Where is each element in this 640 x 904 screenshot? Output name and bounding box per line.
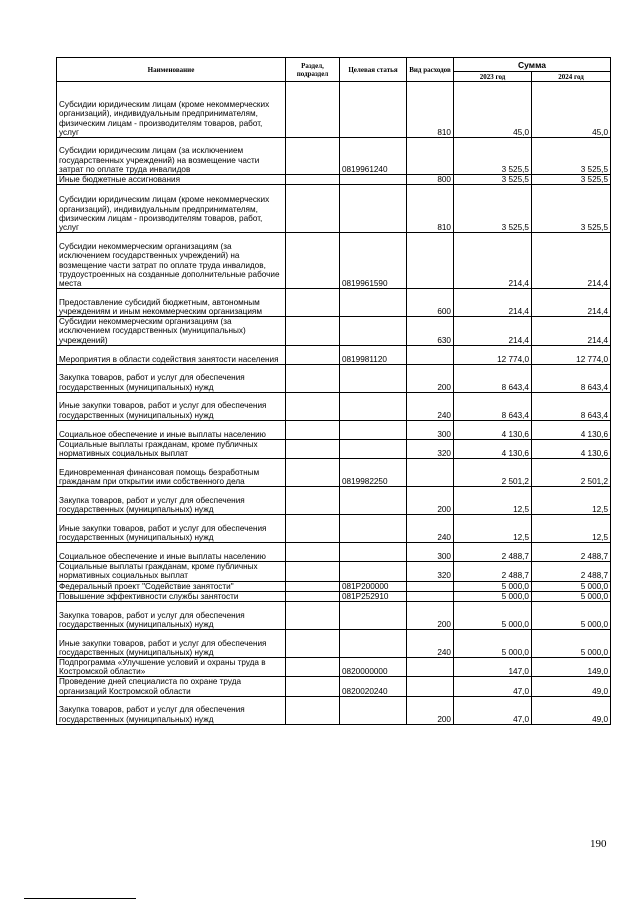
row-2024-cell: 4 130,6 [532, 420, 611, 439]
row-2024-cell: 3 525,5 [532, 185, 611, 233]
row-type-cell [407, 581, 454, 591]
row-2023-cell: 3 525,5 [454, 138, 532, 175]
row-target-cell [340, 175, 407, 185]
row-name-cell: Субсидии некоммерческим организациям (за исключением государственных (муниципальных) учреждений) [57, 317, 286, 346]
row-type-cell [407, 138, 454, 175]
row-2024-cell: 214,4 [532, 233, 611, 289]
row-type-cell: 800 [407, 175, 454, 185]
table-row [57, 459, 611, 487]
table-row [57, 543, 611, 562]
row-2023-cell: 5 000,0 [454, 630, 532, 658]
row-2023-cell: 214,4 [454, 289, 532, 317]
row-section-cell [286, 392, 340, 420]
row-type-cell: 810 [407, 82, 454, 138]
row-target-cell [340, 289, 407, 317]
header-2023: 2023 год [454, 72, 532, 82]
row-2023-cell: 4 130,6 [454, 420, 532, 439]
budget-table-container [56, 57, 610, 725]
row-section-cell [286, 630, 340, 658]
row-2023-cell: 147,0 [454, 658, 532, 677]
row-name-cell: Субсидии некоммерческим организациям (за исключением государственных учреждений) на возмещение части затрат по оплате труда инвалидов, трудоустроенных на созданные дополнительные рабочие места [57, 233, 286, 289]
table-row [57, 345, 611, 364]
row-name-cell: Подпрограмма «Улучшение условий и охраны труда в Костромской области» [57, 658, 286, 677]
row-2024-cell: 49,0 [532, 677, 611, 696]
row-name-cell: Иные закупки товаров, работ и услуг для обеспечения государственных (муниципальных) нужд [57, 392, 286, 420]
row-target-cell [340, 364, 407, 392]
header-target: Целевая статья [340, 58, 407, 82]
row-2024-cell: 214,4 [532, 289, 611, 317]
row-type-cell: 600 [407, 289, 454, 317]
table-row [57, 185, 611, 233]
row-2024-cell: 8 643,4 [532, 392, 611, 420]
row-type-cell: 200 [407, 696, 454, 724]
table-row [57, 562, 611, 581]
row-target-cell: 0819981120 [340, 345, 407, 364]
row-type-cell: 810 [407, 185, 454, 233]
row-2023-cell: 8 643,4 [454, 392, 532, 420]
row-type-cell: 630 [407, 317, 454, 346]
row-section-cell [286, 459, 340, 487]
row-name-cell: Федеральный проект "Содействие занятости" [57, 581, 286, 591]
row-2023-cell: 2 488,7 [454, 543, 532, 562]
budget-table [56, 57, 611, 725]
row-name-cell: Проведение дней специалиста по охране труда организаций Костромской области [57, 677, 286, 696]
row-2024-cell: 4 130,6 [532, 439, 611, 458]
row-section-cell [286, 233, 340, 289]
row-2023-cell: 2 501,2 [454, 459, 532, 487]
row-type-cell [407, 345, 454, 364]
row-section-cell [286, 591, 340, 601]
row-target-cell: 081P200000 [340, 581, 407, 591]
row-2023-cell: 4 130,6 [454, 439, 532, 458]
row-type-cell [407, 591, 454, 601]
table-row [57, 392, 611, 420]
row-2024-cell: 5 000,0 [532, 602, 611, 630]
row-type-cell: 300 [407, 420, 454, 439]
table-row [57, 317, 611, 346]
row-target-cell [340, 696, 407, 724]
row-2024-cell: 214,4 [532, 317, 611, 346]
row-target-cell [340, 602, 407, 630]
row-type-cell: 240 [407, 392, 454, 420]
row-2023-cell: 5 000,0 [454, 602, 532, 630]
row-2023-cell: 12,5 [454, 515, 532, 543]
row-target-cell: 0819982250 [340, 459, 407, 487]
row-section-cell [286, 487, 340, 515]
table-row [57, 677, 611, 696]
row-name-cell: Иные закупки товаров, работ и услуг для обеспечения государственных (муниципальных) нужд [57, 630, 286, 658]
row-2023-cell: 214,4 [454, 233, 532, 289]
row-target-cell [340, 82, 407, 138]
row-2023-cell: 45,0 [454, 82, 532, 138]
table-row [57, 658, 611, 677]
row-target-cell [340, 630, 407, 658]
row-2024-cell: 5 000,0 [532, 630, 611, 658]
row-target-cell [340, 562, 407, 581]
table-row [57, 487, 611, 515]
row-target-cell [340, 392, 407, 420]
row-section-cell [286, 138, 340, 175]
row-type-cell [407, 658, 454, 677]
row-type-cell: 200 [407, 364, 454, 392]
row-section-cell [286, 420, 340, 439]
row-target-cell [340, 487, 407, 515]
row-section-cell [286, 364, 340, 392]
header-sum: Сумма [454, 58, 611, 72]
row-2024-cell: 12,5 [532, 487, 611, 515]
row-section-cell [286, 543, 340, 562]
table-row [57, 602, 611, 630]
row-name-cell: Иные бюджетные ассигнования [57, 175, 286, 185]
row-target-cell [340, 317, 407, 346]
row-2023-cell: 214,4 [454, 317, 532, 346]
row-section-cell [286, 602, 340, 630]
row-type-cell: 240 [407, 630, 454, 658]
row-type-cell: 200 [407, 487, 454, 515]
row-type-cell [407, 233, 454, 289]
page-number: 190 [590, 838, 607, 850]
table-row [57, 138, 611, 175]
row-section-cell [286, 515, 340, 543]
row-section-cell [286, 185, 340, 233]
footer-rule [24, 898, 136, 899]
row-name-cell: Предоставление субсидий бюджетным, автономным учреждениям и иным некоммерческим организациям [57, 289, 286, 317]
row-section-cell [286, 677, 340, 696]
header-2024: 2024 год [532, 72, 611, 82]
row-target-cell [340, 543, 407, 562]
table-row [57, 420, 611, 439]
row-type-cell [407, 677, 454, 696]
table-row [57, 630, 611, 658]
row-target-cell: 0819961590 [340, 233, 407, 289]
header-expense-type: Вид расходов [407, 58, 454, 82]
row-target-cell [340, 185, 407, 233]
row-section-cell [286, 317, 340, 346]
row-section-cell [286, 82, 340, 138]
table-row [57, 175, 611, 185]
header-name: Наименование [57, 58, 286, 82]
row-2024-cell: 12 774,0 [532, 345, 611, 364]
row-name-cell: Единовременная финансовая помощь безработным гражданам при открытии ими собственного дела [57, 459, 286, 487]
table-body [57, 82, 611, 725]
row-section-cell [286, 289, 340, 317]
row-2023-cell: 47,0 [454, 696, 532, 724]
row-name-cell: Закупка товаров, работ и услуг для обеспечения государственных (муниципальных) нужд [57, 602, 286, 630]
row-name-cell: Социальное обеспечение и иные выплаты населению [57, 543, 286, 562]
row-2024-cell: 3 525,5 [532, 138, 611, 175]
row-name-cell: Социальные выплаты гражданам, кроме публичных нормативных социальных выплат [57, 439, 286, 458]
row-2023-cell: 3 525,5 [454, 175, 532, 185]
table-row [57, 439, 611, 458]
table-row [57, 364, 611, 392]
row-2024-cell: 2 488,7 [532, 562, 611, 581]
table-row [57, 581, 611, 591]
row-type-cell [407, 459, 454, 487]
row-2023-cell: 3 525,5 [454, 185, 532, 233]
row-target-cell [340, 420, 407, 439]
row-section-cell [286, 581, 340, 591]
row-target-cell [340, 439, 407, 458]
row-2023-cell: 12,5 [454, 487, 532, 515]
row-type-cell: 200 [407, 602, 454, 630]
row-section-cell [286, 562, 340, 581]
row-2024-cell: 5 000,0 [532, 591, 611, 601]
row-target-cell: 081P252910 [340, 591, 407, 601]
row-2024-cell: 149,0 [532, 658, 611, 677]
row-target-cell: 0820020240 [340, 677, 407, 696]
row-name-cell: Субсидии юридическим лицам (кроме некоммерческих организаций), индивидуальным предпринимателям, физическим лицам - производителям товаров, работ, услуг [57, 82, 286, 138]
row-2023-cell: 5 000,0 [454, 581, 532, 591]
table-header [57, 58, 611, 82]
table-row [57, 591, 611, 601]
table-row [57, 515, 611, 543]
row-2024-cell: 45,0 [532, 82, 611, 138]
row-target-cell [340, 515, 407, 543]
row-section-cell [286, 345, 340, 364]
row-type-cell: 300 [407, 543, 454, 562]
row-2023-cell: 8 643,4 [454, 364, 532, 392]
row-name-cell: Иные закупки товаров, работ и услуг для обеспечения государственных (муниципальных) нужд [57, 515, 286, 543]
table-row [57, 696, 611, 724]
table-row [57, 289, 611, 317]
header-section: Раздел, подраздел [286, 58, 340, 82]
row-2024-cell: 2 488,7 [532, 543, 611, 562]
row-type-cell: 320 [407, 562, 454, 581]
table-row [57, 233, 611, 289]
row-2023-cell: 47,0 [454, 677, 532, 696]
row-2024-cell: 2 501,2 [532, 459, 611, 487]
row-section-cell [286, 696, 340, 724]
row-section-cell [286, 439, 340, 458]
row-name-cell: Закупка товаров, работ и услуг для обеспечения государственных (муниципальных) нужд [57, 696, 286, 724]
row-2023-cell: 12 774,0 [454, 345, 532, 364]
row-name-cell: Субсидии юридическим лицам (кроме некоммерческих организаций), индивидуальным предпринимателям, физическим лицам - производителям товаров, работ, услуг [57, 185, 286, 233]
row-name-cell: Закупка товаров, работ и услуг для обеспечения государственных (муниципальных) нужд [57, 487, 286, 515]
row-target-cell: 0820000000 [340, 658, 407, 677]
row-2024-cell: 49,0 [532, 696, 611, 724]
row-section-cell [286, 175, 340, 185]
row-2023-cell: 5 000,0 [454, 591, 532, 601]
row-2024-cell: 8 643,4 [532, 364, 611, 392]
row-section-cell [286, 658, 340, 677]
row-name-cell: Субсидии юридическим лицам (за исключением государственных учреждений) на возмещение части затрат по оплате труда инвалидов [57, 138, 286, 175]
row-type-cell: 320 [407, 439, 454, 458]
row-2023-cell: 2 488,7 [454, 562, 532, 581]
row-name-cell: Социальные выплаты гражданам, кроме публичных нормативных социальных выплат [57, 562, 286, 581]
row-2024-cell: 12,5 [532, 515, 611, 543]
row-target-cell: 0819961240 [340, 138, 407, 175]
table-row [57, 82, 611, 138]
row-name-cell: Повышение эффективности службы занятости [57, 591, 286, 601]
row-2024-cell: 3 525,5 [532, 175, 611, 185]
row-name-cell: Мероприятия в области содействия занятости населения [57, 345, 286, 364]
row-2024-cell: 5 000,0 [532, 581, 611, 591]
row-name-cell: Социальное обеспечение и иные выплаты населению [57, 420, 286, 439]
row-name-cell: Закупка товаров, работ и услуг для обеспечения государственных (муниципальных) нужд [57, 364, 286, 392]
row-type-cell: 240 [407, 515, 454, 543]
